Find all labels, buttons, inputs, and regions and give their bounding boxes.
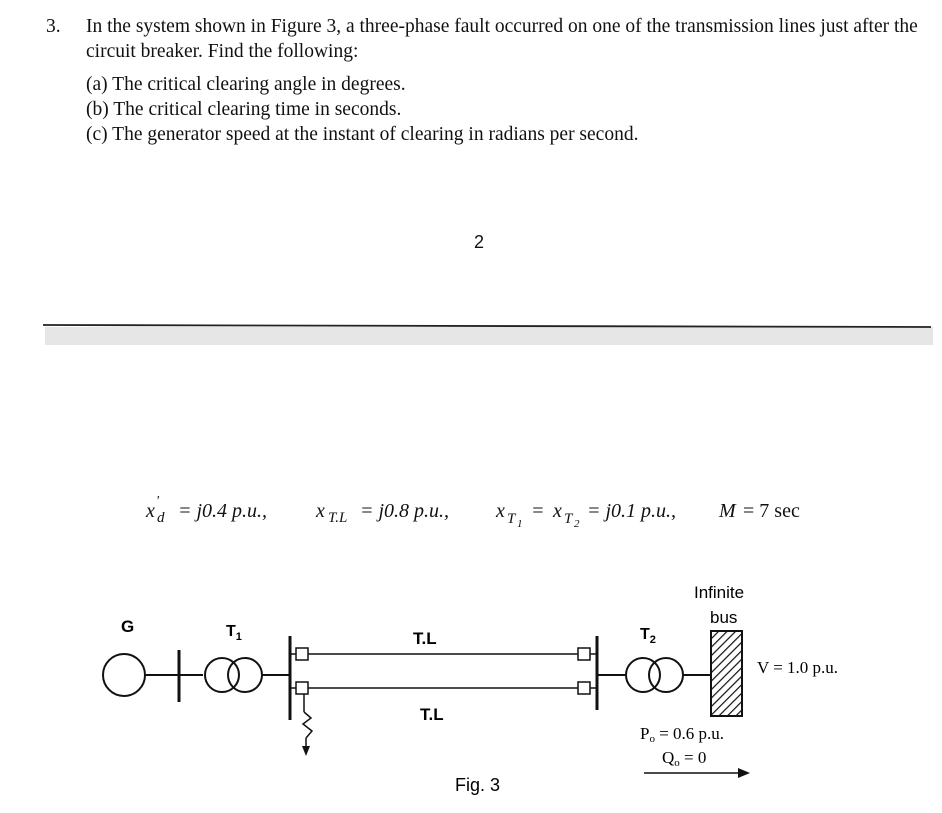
param-m: [718, 500, 800, 522]
svg-text:x: x: [146, 500, 155, 522]
svg-text:1: 1: [517, 518, 523, 530]
parameters-line: [0, 486, 942, 536]
svg-text:2: 2: [574, 518, 580, 530]
t1-transformer-symbol: [205, 658, 262, 692]
infinite-bus-label-line1: Infinite: [694, 583, 745, 602]
svg-text:=: =: [531, 500, 545, 522]
breaker-left-top: [296, 648, 308, 660]
p0-label: Po = 0.6 p.u.: [640, 724, 725, 745]
svg-text:T: T: [507, 511, 516, 527]
question-item-c: (c) The generator speed at the instant of clearing in radians per second.: [86, 124, 639, 145]
t2-label: $T_2$: [640, 626, 656, 646]
generator-symbol: [103, 654, 145, 696]
power-flow-arrowhead: [738, 768, 750, 778]
param-xt1: [495, 500, 545, 530]
svg-text:': ': [156, 494, 159, 509]
svg-text:= j0.8 p.u.,: = j0.8 p.u.,: [360, 500, 450, 522]
fault-symbol: [302, 694, 312, 756]
svg-text:x: x: [553, 500, 562, 522]
question-item-a: (a) The critical clearing angle in degrees.: [86, 74, 406, 95]
voltage-label: V = 1.0 p.u.: [757, 658, 839, 677]
svg-text:= j0.1 p.u.,: = j0.1 p.u.,: [587, 500, 677, 522]
t1-label: $T_1$: [226, 623, 242, 643]
param-xd: [145, 494, 267, 526]
question-item-b: (b) The critical clearing time in seconds.: [86, 99, 402, 120]
question-text: In the system shown in Figure 3, a three-phase fault occurred on one of the transmission lines just after the circuit breaker. Find the following:: [86, 16, 918, 62]
breaker-right-bottom: [578, 682, 590, 694]
svg-text:T: T: [564, 511, 573, 527]
infinite-bus-label-line2: bus: [710, 608, 738, 627]
param-xtl: [315, 500, 449, 526]
svg-text:x: x: [496, 500, 505, 522]
svg-text:= j0.4 p.u.,: = j0.4 p.u.,: [178, 500, 268, 522]
t2-transformer-symbol: [626, 658, 683, 692]
svg-text:d: d: [157, 510, 165, 526]
breaker-right-top: [578, 648, 590, 660]
page-divider: [43, 322, 933, 346]
svg-text:x: x: [316, 500, 325, 522]
generator-label: G: [121, 617, 135, 636]
line-top-label: T.L: [413, 629, 437, 648]
param-xt2: [552, 500, 676, 530]
question-number: 3.: [46, 16, 61, 37]
svg-text:= 7 sec: = 7 sec: [743, 500, 800, 522]
infinite-bus-symbol: [711, 631, 742, 716]
q0-label: Qo = 0: [662, 748, 707, 769]
breaker-left-bottom: [296, 682, 308, 694]
page-number: 2: [474, 232, 485, 252]
svg-text:T.L: T.L: [328, 510, 348, 526]
svg-text:M: M: [719, 500, 736, 522]
line-bottom-label: T.L: [420, 705, 444, 724]
figure-caption: Fig. 3: [455, 775, 501, 795]
one-line-diagram: [0, 560, 942, 813]
